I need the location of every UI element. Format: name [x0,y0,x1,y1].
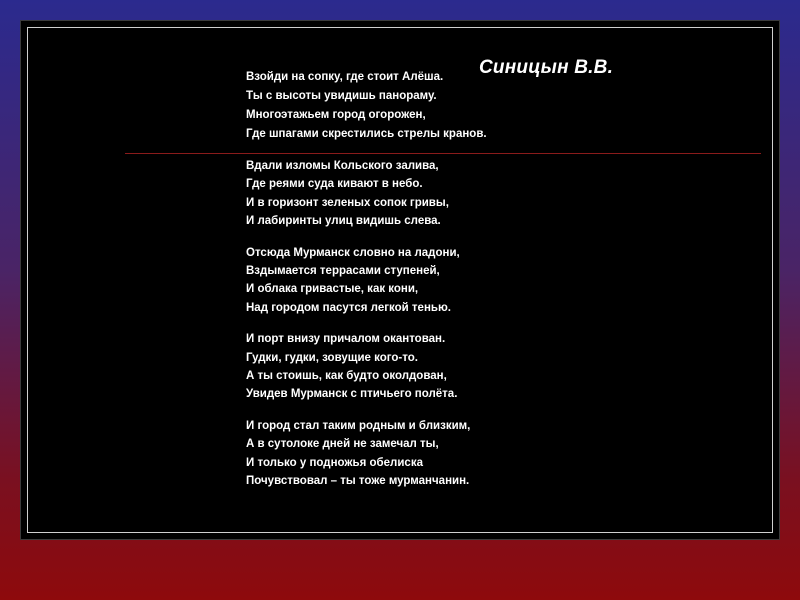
poem-line: Почувствовал – ты тоже мурманчанин. [246,475,470,488]
poem-line: Гудки, гудки, зовущие кого-то. [246,351,418,364]
poem-line: А ты стоишь, как будто околдован, [246,370,447,383]
poem-line: А в сутолоке дней не замечал ты, [246,438,439,451]
poem-line: Вздымается террасами ступеней, [246,265,440,278]
poem-line: Над городом пасутся легкой тенью. [246,301,451,314]
stanza-2 [246,157,666,231]
poem-line: Где шпагами скрестились стрелы кранов. [246,128,487,140]
poem-line: И город стал таким родным и близким, [246,419,471,432]
poem-line: Многоэтажьем город огорожен, [246,109,426,121]
poem-line: Вдали изломы Кольского залива, [246,160,439,172]
stanza-1 [246,68,666,144]
stanza-5 [246,417,666,491]
poem-line: И только у подножья обелиска [246,456,423,469]
poem-line: Отсюда Мурманск словно на ладони, [246,246,460,259]
stanza-4 [246,330,666,404]
poem-body [246,68,666,491]
poem-author: Синицын В.В. [479,57,614,78]
poem-line: И облака гривастые, как кони, [246,283,419,296]
poem-line: Ты с высоты увидишь панораму. [246,90,437,102]
poem-line: И лабиринты улиц видишь слева. [246,215,441,228]
poem-line: Взойди на сопку, где стоит Алёша. [246,71,444,83]
poem-line: И в горизонт зеленых сопок гривы, [246,196,449,209]
slide-panel [20,20,780,540]
poem-line: Увидев Мурманск с птичьего полёта. [246,388,458,401]
poem-line: Где реями суда кивают в небо. [246,178,423,191]
stanza-3 [246,244,666,318]
poem-line: И порт внизу причалом окантован. [246,333,446,346]
